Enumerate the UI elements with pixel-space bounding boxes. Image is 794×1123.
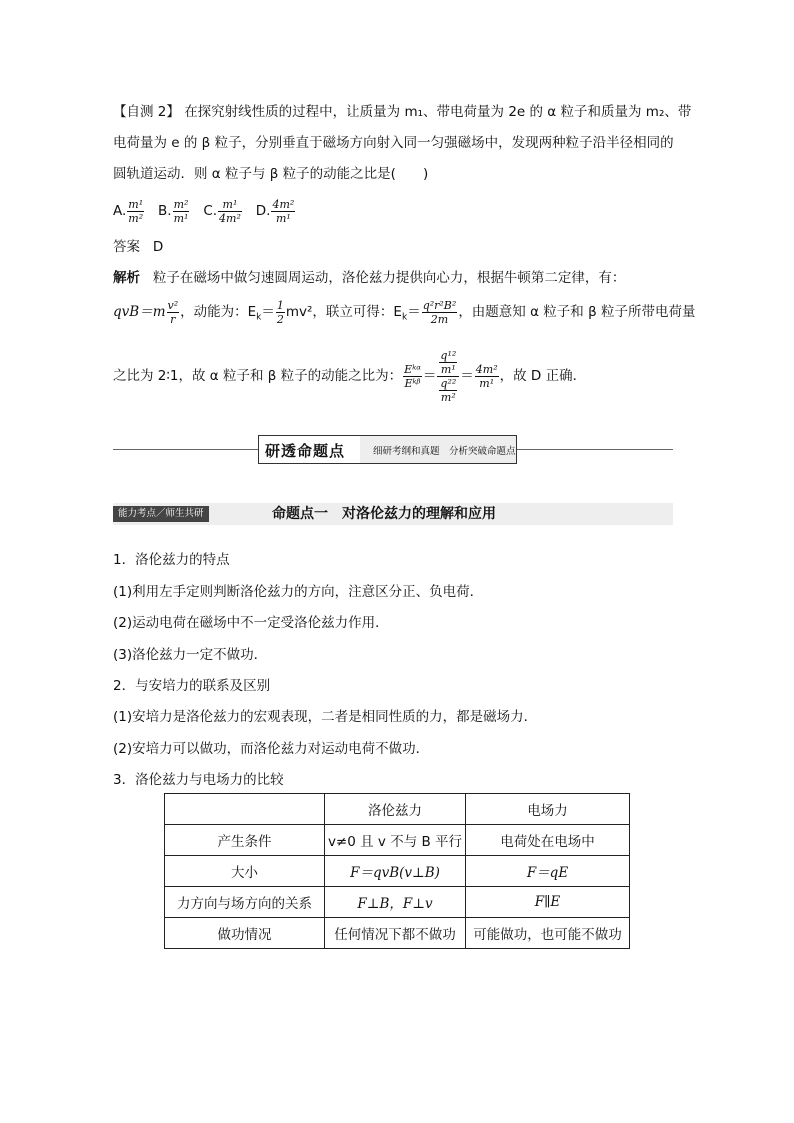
option-d: D. $\frac{\text{4m²}}{\text{m¹}}$ [255,197,295,225]
table-header-cell [165,794,325,825]
table-row [165,825,630,856]
section-title: 命题点一 对洛伦兹力的理解和应用 [272,506,496,522]
banner-title: 研透命题点 [265,442,346,460]
point-2-1: (1)安培力是洛伦兹力的宏观表现，二者是相同性质的力，都是磁场力． [113,709,538,725]
point-2-2: (2)安培力可以做功，而洛伦兹力对运动电荷不做功． [113,741,430,757]
answer-label: 答案 [113,239,140,255]
option-c: C. $\frac{\text{m¹}}{\text{4m²}}$ [203,197,241,225]
section-tag: 能力考点／师生共研 [113,506,209,522]
fraction-compound: $\frac{\frac{\text{q¹²}}{\text{m¹}}}{\frac{\text{q²²}}{\text{m²}}}$ [437,349,459,404]
option-a-fraction: $\frac{\text{m¹}}{\text{m²}}$ [128,197,144,225]
analysis-line-3: 之比为 2∶1，故 α 粒子和 β 粒子的动能之比为： $\frac{\text{Eᵏᵅ}}{\text{Eᵏᵝ}}$ ＝ $\frac{\frac{\text{q¹²}}{\text{m¹}}}{\frac{\text{q²²}}{\text{m²}}}$ ＝ $\frac{\text{4m²}}{\text{m¹}}$ ，故 D 正确． [113,348,587,404]
analysis-label: 解析 [113,270,140,286]
answer-line [113,237,163,257]
comparison-table [164,793,630,949]
fraction-kinetic-energy: $\frac{\text{q²r²B²}}{2m}$ [422,298,457,326]
section-header-bar [113,503,673,525]
question-text-1: 在探究射线性质的过程中，让质量为 m₁、带电荷量为 2e 的 α 粒子和质量为 m₂、带 [184,104,692,120]
table-cell: 任何情况下都不做功 [325,918,466,949]
fraction-one-half: $\frac{1}{2}$ [276,298,284,326]
point-1-1: (1)利用左手定则判断洛伦兹力的方向，注意区分正、负电荷． [113,584,484,600]
table-cell: 可能做功，也可能不做功 [466,918,630,949]
table-row [165,887,630,918]
table-row [165,856,630,887]
point-1-3: (3)洛伦兹力一定不做功． [113,647,268,663]
fraction-v2-over-r: $\frac{\text{v²}}{r}$ [167,298,179,326]
question-line-1 [113,102,691,122]
table-cell: 产生条件 [165,825,325,856]
answer-value: D [152,239,164,255]
point-heading-2: 2．与安培力的联系及区别 [113,678,271,694]
table-cell: F∥E [466,887,630,918]
table-header-cell: 洛伦兹力 [325,794,466,825]
question-options [113,196,296,226]
table-header-row [165,794,630,825]
table-cell: v≠0 且 v 不与 B 平行 [325,825,466,856]
banner-rule-right [516,449,673,450]
point-heading-3: 3．洛伦兹力与电场力的比较 [113,772,284,788]
banner-subtitle: 细研考纲和真题 分析突破命题点 [373,446,516,457]
table-cell: 力方向与场方向的关系 [165,887,325,918]
point-heading-1: 1．洛伦兹力的特点 [113,552,230,568]
table-cell: 大小 [165,856,325,887]
table-header-cell: 电场力 [466,794,630,825]
point-1-2: (2)运动电荷在磁场中不一定受洛伦兹力作用． [113,615,389,631]
table-cell: 电荷处在电场中 [466,825,630,856]
option-c-fraction: $\frac{\text{m¹}}{\text{4m²}}$ [219,197,241,225]
banner-rule-left [113,449,258,450]
analysis-line-2: qvB＝m $\frac{\text{v²}}{r}$ ，动能为：$E_k=$ $\frac{1}{2}$ mv²，联立可得：$E_k=$ $\frac{\text{q²r²B²}}{2m}$ ，由题意知 α 粒子和 β 粒子所带电荷量 [113,298,696,326]
table-cell: F＝qvB(v⊥B) [325,856,466,887]
analysis-text-1: 粒子在磁场中做匀速圆周运动，洛伦兹力提供向心力，根据牛顿第二定律，有： [152,270,626,286]
table-cell: 做功情况 [165,918,325,949]
question-tag: 【自测 2】 [113,104,180,120]
table-cell: F⊥B，F⊥v [325,887,466,918]
question-line-2: 电荷量为 e 的 β 粒子，分别垂直于磁场方向射入同一匀强磁场中，发现两种粒子沿半径相同的 [113,135,674,151]
option-b: B. $\frac{\text{m²}}{\text{m¹}}$ [158,197,189,225]
section-banner [258,435,517,464]
option-d-fraction: $\frac{\text{4m²}}{\text{m¹}}$ [272,197,295,225]
option-b-fraction: $\frac{\text{m²}}{\text{m¹}}$ [173,197,189,225]
table-row [165,918,630,949]
fraction-result: $\frac{\text{4m²}}{\text{m¹}}$ [475,362,498,390]
analysis-line-1 [113,268,625,288]
fraction-energy-ratio: $\frac{\text{Eᵏᵅ}}{\text{Eᵏᵝ}}$ [404,362,421,390]
question-line-3: 圆轨道运动．则 α 粒子与 β 粒子的动能之比是( ) [113,166,429,182]
option-a: A. $\frac{\text{m¹}}{\text{m²}}$ [113,197,144,225]
table-cell: F＝qE [466,856,630,887]
